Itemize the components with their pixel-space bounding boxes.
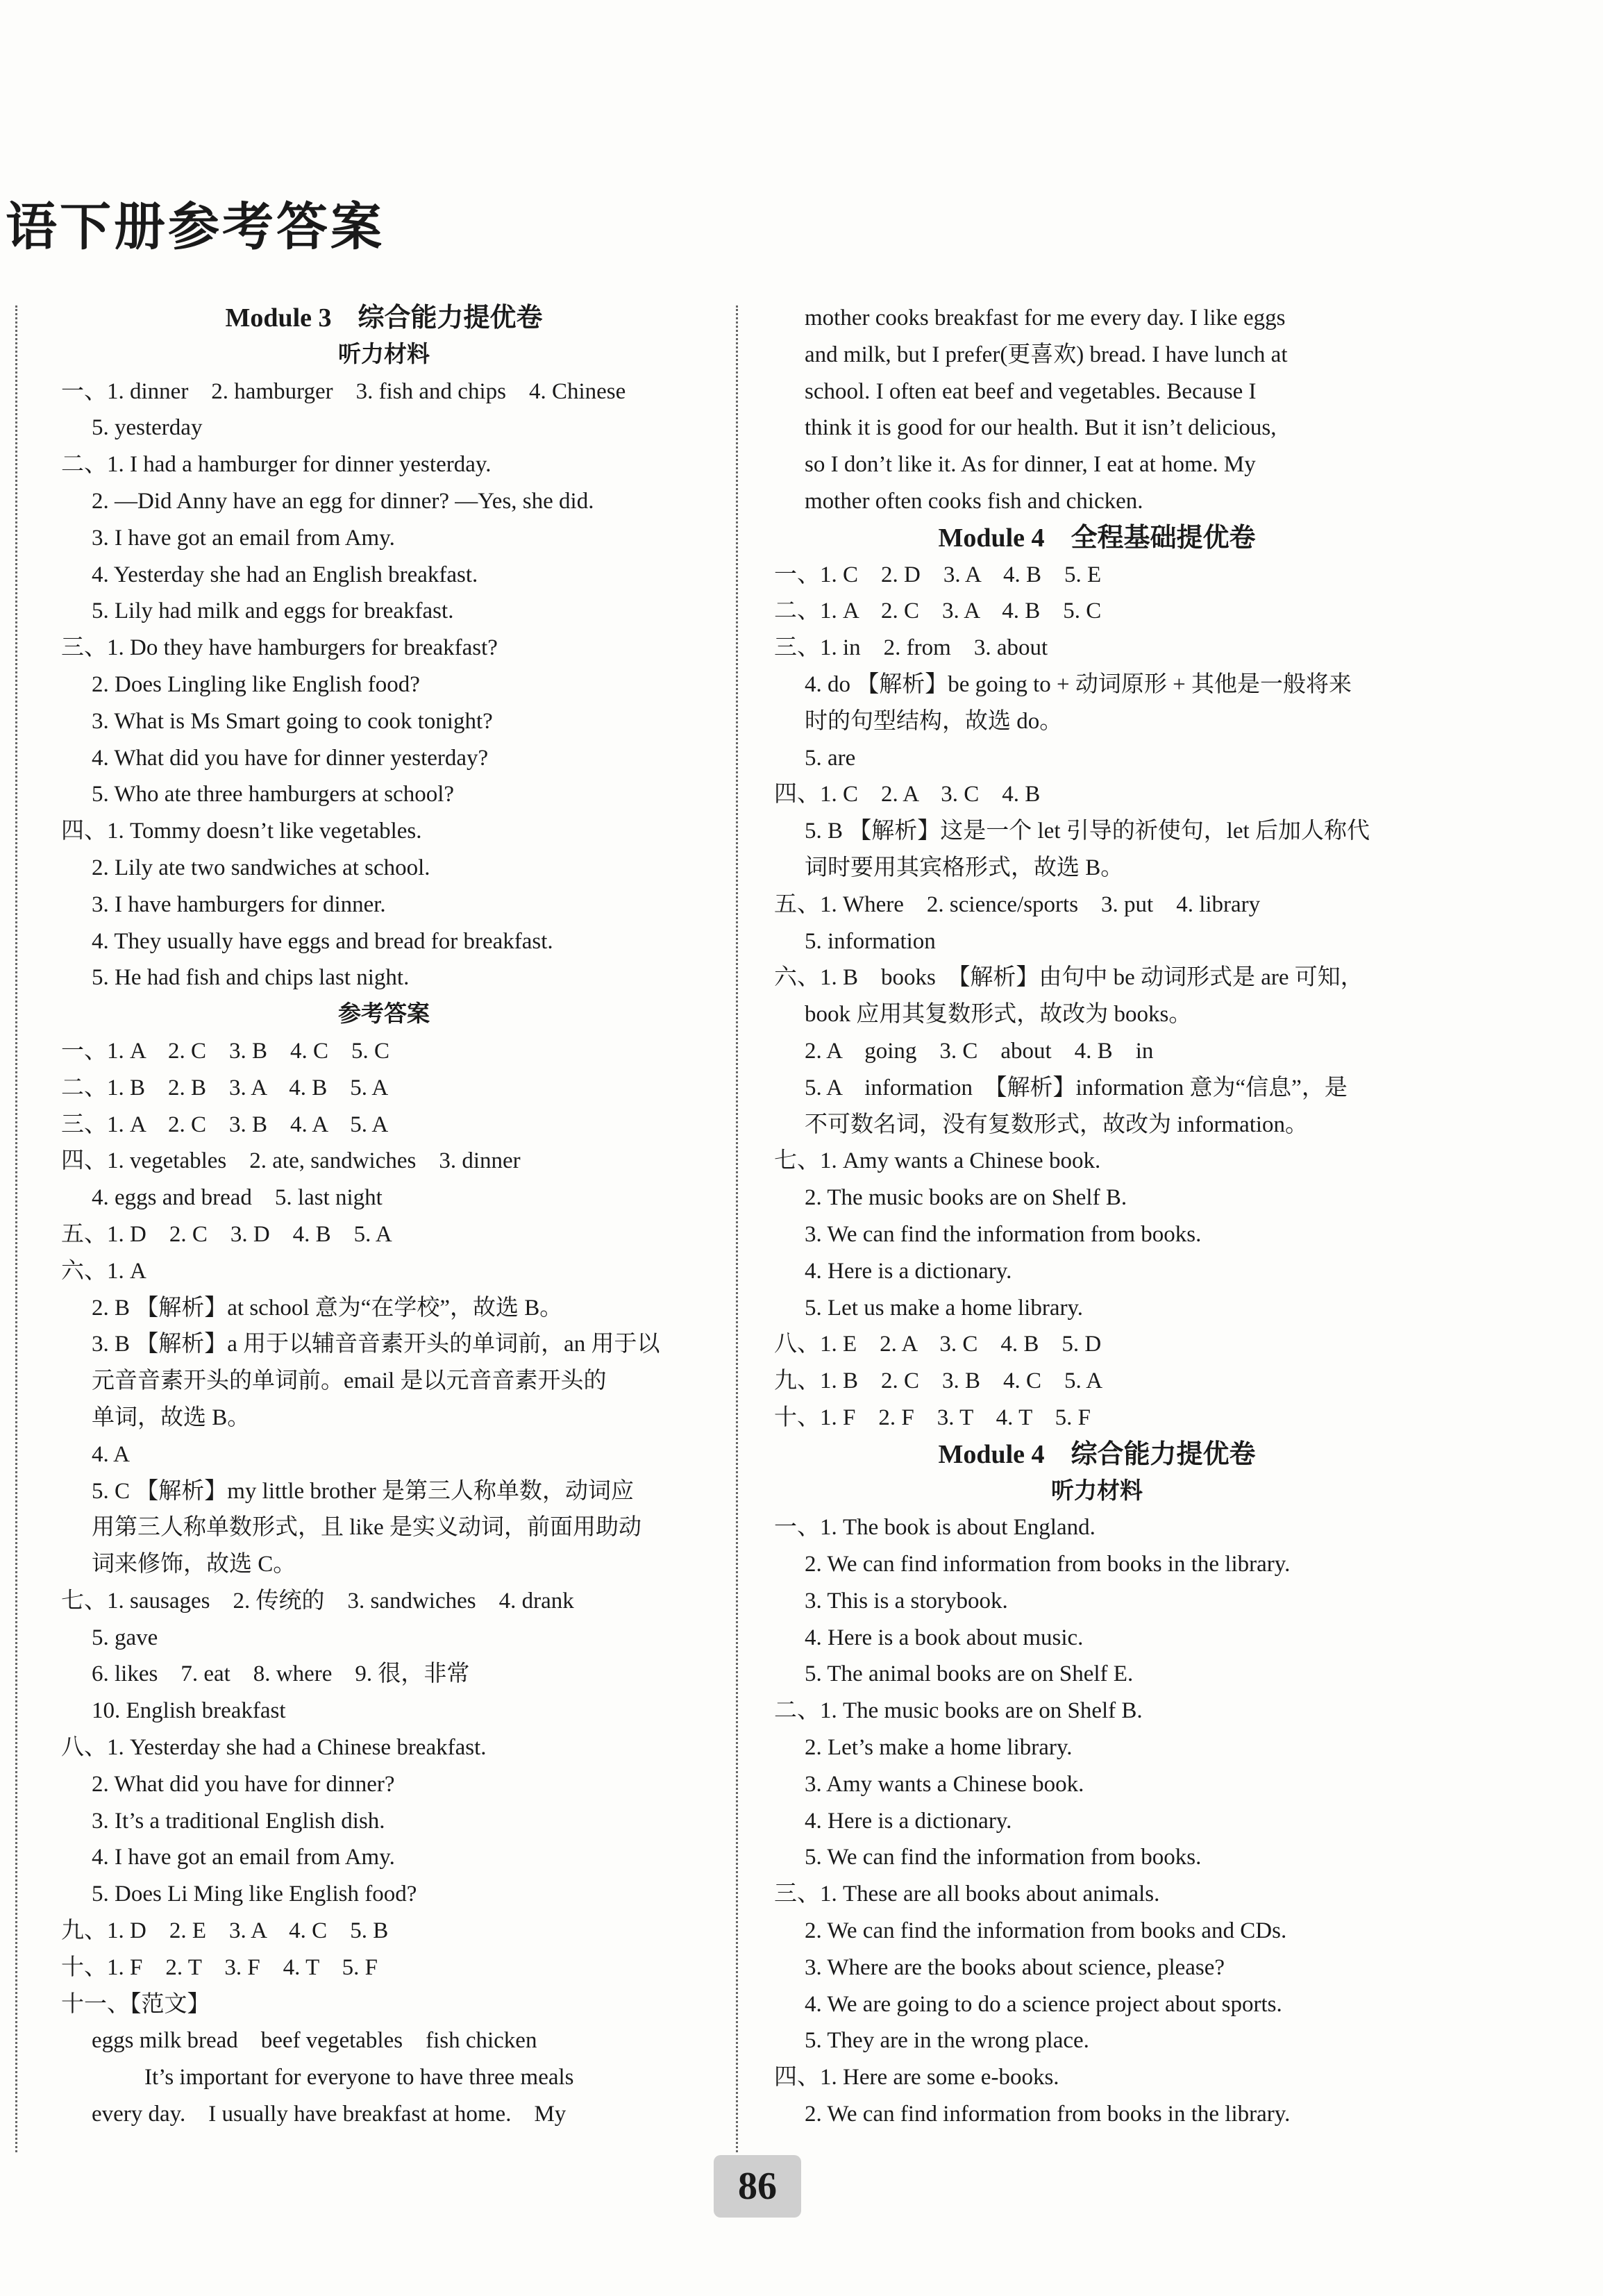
answer-line: 用第三人称单数形式，且 like 是实义动词，前面用助动: [92, 1515, 641, 1541]
answer-line: 词时要用其宾格形式，故选 B。: [805, 855, 1124, 880]
answer-line: 5. Who ate three hamburgers at school?: [92, 782, 455, 807]
section-heading: Module 4 全程基础提优卷: [938, 523, 1256, 553]
answer-line: 4. We are going to do a science project about sports.: [805, 1991, 1282, 2017]
answer-line: 2. What did you have for dinner?: [92, 1771, 395, 1797]
answer-line: 三、1. Do they have hamburgers for breakfast?: [61, 635, 498, 661]
answer-line: 5. They are in the wrong place.: [805, 2028, 1089, 2054]
answer-line: 4. What did you have for dinner yesterday?: [92, 745, 489, 771]
answer-line: 五、1. Where 2. science/sports 3. put 4. library: [774, 891, 1261, 917]
answer-line: 六、1. B books 【解析】由句中 be 动词形式是 are 可知，: [774, 965, 1363, 991]
answer-line: 十、1. F 2. F 3. T 4. T 5. F: [774, 1405, 1091, 1430]
answer-line: 三、1. These are all books about animals.: [774, 1882, 1160, 1907]
answer-line: 2. Does Lingling like English food?: [92, 671, 420, 697]
answer-line: 四、1. vegetables 2. ate, sandwiches 3. dinner: [61, 1148, 521, 1174]
column-divider-left: [15, 305, 17, 2152]
answer-line: 二、1. B 2. B 3. A 4. B 5. A: [61, 1075, 389, 1100]
answer-line: 十一、【范文】: [61, 1991, 210, 2017]
answer-line: 2. We can find information from books in the library.: [805, 2102, 1291, 2127]
answer-line: 一、1. C 2. D 3. A 4. B 5. E: [774, 562, 1102, 587]
answer-line: mother cooks breakfast for me every day. I like eggs: [805, 305, 1286, 330]
answer-line: 二、1. The music books are on Shelf B.: [774, 1698, 1143, 1724]
answer-line: 八、1. E 2. A 3. C 4. B 5. D: [774, 1332, 1102, 1357]
answer-line: 单词，故选 B。: [92, 1405, 251, 1430]
answer-line: 2. Lily ate two sandwiches at school.: [92, 855, 430, 880]
answer-line: 5. information: [805, 928, 936, 954]
answer-line: so I don’t like it. As for dinner, I eat at home. My: [805, 452, 1256, 478]
answer-line: 六、1. A: [61, 1258, 146, 1284]
left-column: [61, 300, 707, 2133]
answer-line: 词来修饰，故选 C。: [92, 1552, 296, 1577]
answer-line: 七、1. Amy wants a Chinese book.: [774, 1148, 1101, 1174]
answer-line: 5. C 【解析】my little brother 是第三人称单数，动词应: [92, 1478, 634, 1504]
answer-line: 4. A: [92, 1441, 131, 1467]
answer-line: eggs milk bread beef vegetables fish chicken: [92, 2028, 537, 2054]
answer-line: 九、1. B 2. C 3. B 4. C 5. A: [774, 1368, 1103, 1394]
page-number: 86: [714, 2155, 801, 2218]
answer-line: 元音音素开头的单词前。email 是以元音音素开头的: [92, 1368, 607, 1394]
answer-line: 2. Let’s make a home library.: [805, 1735, 1073, 1761]
answer-line: 八、1. Yesterday she had a Chinese breakfast.: [61, 1735, 487, 1761]
answer-line: 5. He had fish and chips last night.: [92, 965, 410, 991]
answer-line: 三、1. A 2. C 3. B 4. A 5. A: [61, 1112, 389, 1137]
answer-line: 2. We can find information from books in the library.: [805, 1552, 1291, 1577]
answer-line: 4. Here is a dictionary.: [805, 1258, 1012, 1284]
answer-line: 3. It’s a traditional English dish.: [92, 1808, 385, 1834]
answer-line: 5. are: [805, 745, 856, 771]
column-divider-middle: [736, 305, 738, 2152]
answer-line: every day. I usually have breakfast at home. My: [92, 2102, 566, 2127]
answer-line: 4. Here is a book about music.: [805, 1625, 1084, 1650]
answer-line: 五、1. D 2. C 3. D 4. B 5. A: [61, 1221, 392, 1247]
answer-line: 4. eggs and bread 5. last night: [92, 1185, 383, 1211]
answer-line: 4. do 【解析】be going to + 动词原形 + 其他是一般将来: [805, 671, 1352, 697]
answer-line: book 应用其复数形式，故改为 books。: [805, 1002, 1192, 1028]
section-heading: Module 4 综合能力提优卷: [938, 1439, 1256, 1469]
answer-line: 4. Here is a dictionary.: [805, 1808, 1012, 1834]
answer-line: 5. yesterday: [92, 415, 203, 441]
answer-line: 九、1. D 2. E 3. A 4. C 5. B: [61, 1918, 389, 1944]
answer-line: 6. likes 7. eat 8. where 9. 很，非常: [92, 1661, 470, 1687]
answer-line: 2. We can find the information from books and CDs.: [805, 1918, 1287, 1944]
answer-line: 3. B 【解析】a 用于以辅音音素开头的单词前，an 用于以: [92, 1332, 660, 1357]
answer-line: 3. I have hamburgers for dinner.: [92, 891, 386, 917]
answer-line: 10. English breakfast: [92, 1698, 286, 1724]
answer-line: and milk, but I prefer(更喜欢) bread. I have lunch at: [805, 342, 1288, 367]
answer-line: 3. This is a storybook.: [805, 1588, 1008, 1614]
answer-line: 时的句型结构，故选 do。: [805, 708, 1063, 734]
answer-line: 二、1. A 2. C 3. A 4. B 5. C: [774, 598, 1102, 624]
answer-line: 5. We can find the information from books.: [805, 1845, 1202, 1870]
answer-line: 2. The music books are on Shelf B.: [805, 1185, 1127, 1211]
page-title: 语下册参考答案: [6, 197, 385, 257]
section-subheading: 听力材料: [1051, 1478, 1143, 1504]
answer-line: 十、1. F 2. T 3. F 4. T 5. F: [61, 1954, 378, 1980]
answer-line: 5. A information 【解析】information 意为“信息”，是: [805, 1075, 1348, 1100]
answer-line: 2. A going 3. C about 4. B in: [805, 1038, 1154, 1064]
answer-line: 3. We can find the information from books.: [805, 1221, 1202, 1247]
answer-line: 二、1. I had a hamburger for dinner yesterday.: [61, 452, 492, 478]
answer-line: 七、1. sausages 2. 传统的 3. sandwiches 4. drank: [61, 1588, 574, 1614]
answer-line: 5. The animal books are on Shelf E.: [805, 1661, 1134, 1687]
answer-line: 三、1. in 2. from 3. about: [774, 635, 1048, 661]
section-subheading: 参考答案: [338, 1002, 430, 1028]
answer-line: 4. They usually have eggs and bread for breakfast.: [92, 928, 553, 954]
answer-line: 一、1. A 2. C 3. B 4. C 5. C: [61, 1038, 390, 1064]
answer-line: 4. Yesterday she had an English breakfast.: [92, 562, 478, 587]
answer-line: 5. Lily had milk and eggs for breakfast.: [92, 598, 454, 624]
answer-line: 不可数名词，没有复数形式，故改为 information。: [805, 1112, 1309, 1137]
answer-line: 3. Where are the books about science, please?: [805, 1954, 1225, 1980]
answer-line: 3. I have got an email from Amy.: [92, 525, 395, 551]
answer-line: think it is good for our health. But it isn’t delicious,: [805, 415, 1277, 441]
answer-line: school. I often eat beef and vegetables. Because I: [805, 378, 1257, 404]
section-heading: Module 3 综合能力提优卷: [225, 303, 543, 333]
answer-line: 一、1. dinner 2. hamburger 3. fish and chips 4. Chinese: [61, 378, 626, 404]
answer-line: 4. I have got an email from Amy.: [92, 1845, 395, 1870]
answer-line: 3. Amy wants a Chinese book.: [805, 1771, 1084, 1797]
answer-line: 四、1. Tommy doesn’t like vegetables.: [61, 819, 422, 844]
answer-line: 5. Does Li Ming like English food?: [92, 1882, 417, 1907]
answer-line: mother often cooks fish and chicken.: [805, 488, 1143, 514]
answer-line: It’s important for everyone to have three meals: [144, 2065, 574, 2090]
answer-line: 5. B 【解析】这是一个 let 引导的祈使句，let 后加人称代: [805, 819, 1370, 844]
answer-line: 5. gave: [92, 1625, 158, 1650]
answer-line: 一、1. The book is about England.: [774, 1515, 1096, 1541]
section-subheading: 听力材料: [338, 342, 430, 367]
answer-line: 2. B 【解析】at school 意为“在学校”，故选 B。: [92, 1295, 563, 1321]
right-column: [774, 300, 1420, 2133]
answer-line: 2. —Did Anny have an egg for dinner? —Yes, she did.: [92, 488, 594, 514]
answer-line: 3. What is Ms Smart going to cook tonight?: [92, 708, 493, 734]
answer-line: 5. Let us make a home library.: [805, 1295, 1084, 1321]
answer-line: 四、1. Here are some e-books.: [774, 2065, 1059, 2090]
answer-line: 四、1. C 2. A 3. C 4. B: [774, 782, 1041, 807]
